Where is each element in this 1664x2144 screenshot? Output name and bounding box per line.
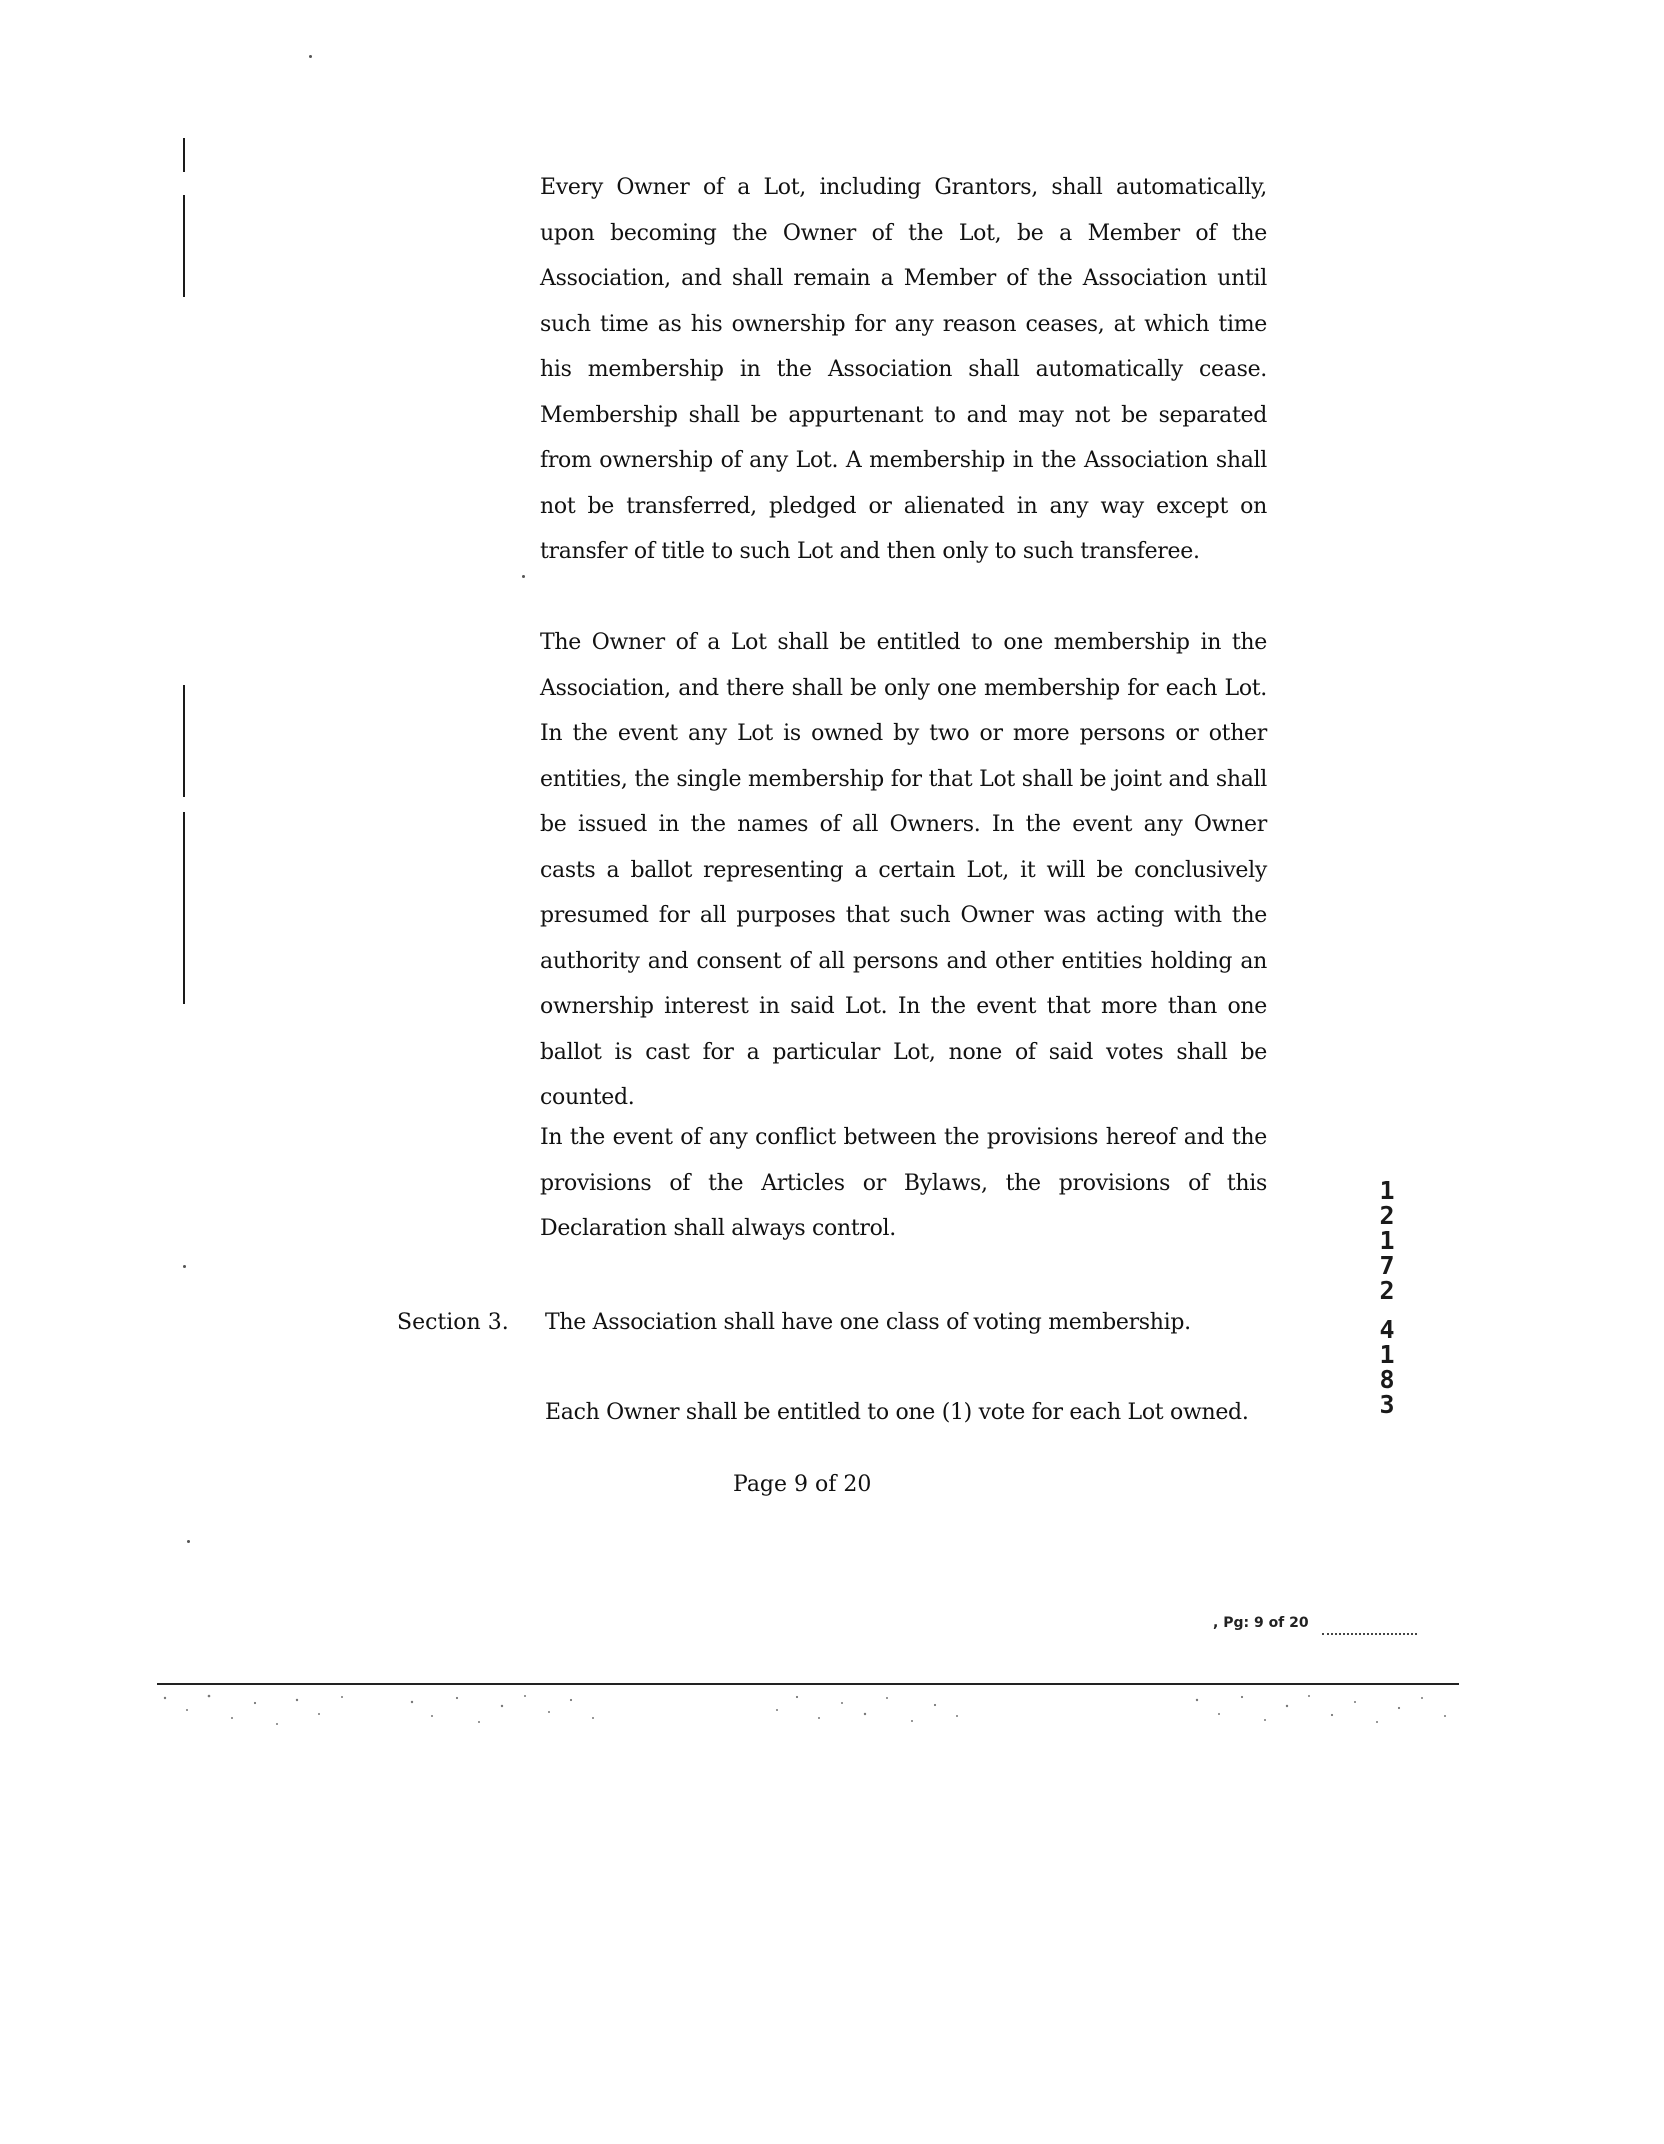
recording-stamp-number [1373, 1178, 1401, 1417]
stamp-digit: 7 [1379, 1251, 1395, 1280]
paragraph-one-membership: The Owner of a Lot shall be entitled to one membership in the Association, and there shall be only one membership for each Lot. In the event any Lot is owned by two or more persons or other entities, the single membership for that Lot shall be joint and shall be issued in the names of all Owners. In the event any Owner casts a ballot representing a certain Lot, it will be conclusively presumed for all purposes that such Owner was acting with the authority and consent of all persons and other entities holding an ownership interest in said Lot. In the event that more than one ballot is cast for a particular Lot, none of said votes shall be counted. [540, 630, 1267, 1110]
section-label: Section 3. [397, 1310, 509, 1335]
footer-dashes [1322, 1633, 1417, 1637]
section-text: The Association shall have one class of voting membership. [545, 1310, 1191, 1335]
stamp-digit: 1 [1379, 1176, 1395, 1205]
footer-rule [157, 1683, 1459, 1685]
scan-speck [522, 575, 525, 578]
stamp-digit: 1 [1379, 1340, 1395, 1369]
scan-margin-bar [183, 685, 185, 797]
scan-speck [309, 55, 312, 58]
scan-speck [187, 1540, 190, 1543]
paragraph-conflict: In the event of any conflict between the provisions hereof and the provisions of the Articles or Bylaws, the provisions of this Declaration shall always control. [540, 1125, 1267, 1241]
stamp-digit: 2 [1379, 1276, 1395, 1305]
stamp-digit: 4 [1379, 1315, 1395, 1344]
stamp-digit: 2 [1379, 1201, 1395, 1230]
page-number: Page 9 of 20 [733, 1472, 872, 1497]
scan-speck [183, 1265, 186, 1268]
stamp-digit: 8 [1379, 1365, 1395, 1394]
stamp-digit: 3 [1379, 1390, 1395, 1419]
paragraph-membership: Every Owner of a Lot, including Grantors, shall automatically, upon becoming the Owner of the Lot, be a Member of the Association, and shall remain a Member of the Association until such time as his ownership for any reason ceases, at which time his membership in the Association shall automatically cease. Membership shall be appurtenant to and may not be separated from ownership of any Lot. A membership in the Association shall not be transferred, pledged or alienated in any way except on transfer of title to such Lot and then only to such transferee. [540, 175, 1267, 564]
scan-margin-bar [183, 138, 185, 172]
vote-text: Each Owner shall be entitled to one (1) vote for each Lot owned. [545, 1400, 1249, 1425]
footer-page-reference: , Pg: 9 of 20 [1213, 1615, 1309, 1631]
stamp-digit: 1 [1379, 1226, 1395, 1255]
scan-noise-strip [157, 1688, 1459, 1738]
scan-margin-bar [183, 812, 185, 1004]
scan-margin-bar [183, 195, 185, 297]
